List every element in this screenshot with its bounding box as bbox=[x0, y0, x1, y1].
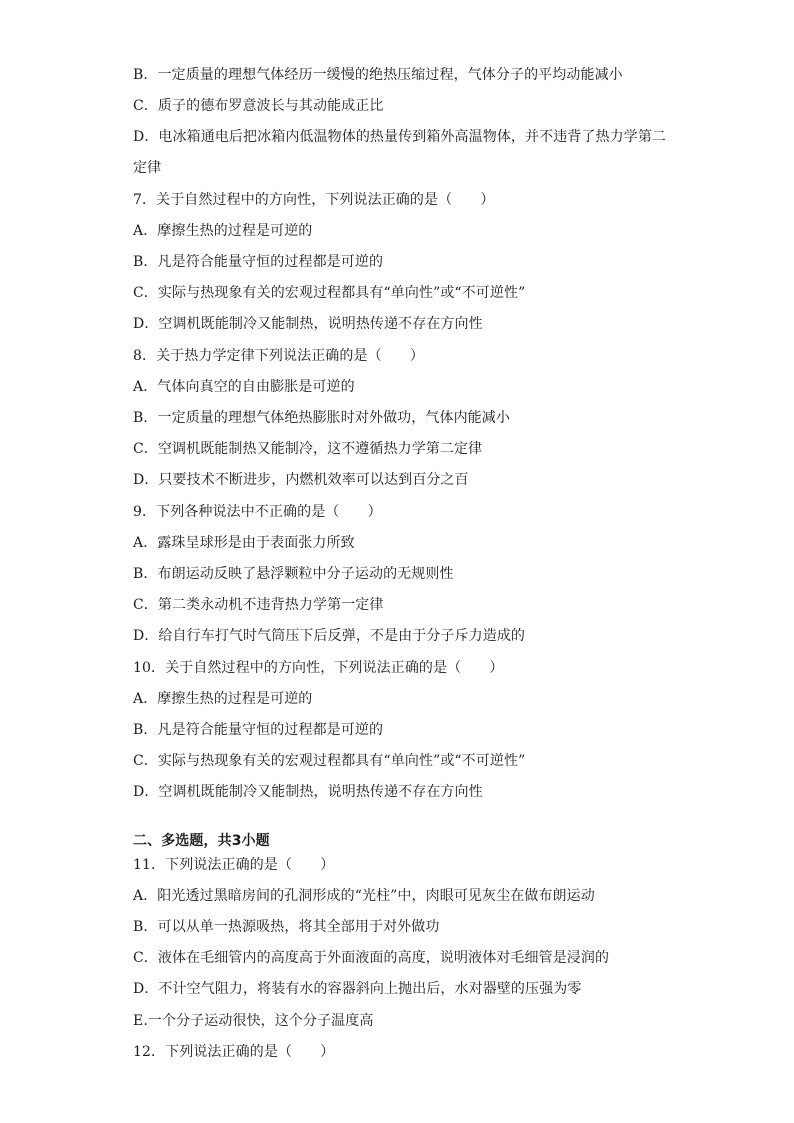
option-11c: C．液体在毛细管内的高度高于外面液面的高度，说明液体对毛细管是浸润的 bbox=[133, 950, 610, 966]
option-7c: C．实际与热现象有关的宏观过程都具有“单向性”或“不可逆性” bbox=[133, 285, 526, 301]
question-11: 11．下列说法正确的是（ ） bbox=[133, 857, 335, 873]
option-8d: D．只要技术不断进步，内燃机效率可以达到百分之百 bbox=[133, 472, 469, 488]
option-11a: A．阳光透过黑暗房间的孔洞形成的“光柱”中，肉眼可见灰尘在做布朗运动 bbox=[133, 888, 595, 904]
section-heading-multiple-choice: 二、多选题，共3小题 bbox=[133, 833, 270, 849]
question-10: 10．关于自然过程中的方向性，下列说法正确的是（ ） bbox=[133, 660, 504, 676]
option-9b: B．布朗运动反映了悬浮颗粒中分子运动的无规则性 bbox=[133, 566, 454, 582]
option-11b: B．可以从单一热源吸热，将其全部用于对外做功 bbox=[133, 919, 440, 935]
option-7a: A．摩擦生热的过程是可逆的 bbox=[133, 223, 313, 239]
option-8c: C．空调机既能制热又能制冷，这不遵循热力学第二定律 bbox=[133, 441, 483, 457]
option-7d: D．空调机既能制冷又能制热，说明热传递不存在方向性 bbox=[133, 316, 483, 332]
option-6c: C．质子的德布罗意波长与其动能成正比 bbox=[133, 98, 384, 114]
option-10a: A．摩擦生热的过程是可逆的 bbox=[133, 691, 313, 707]
option-11e: E.一个分子运动很快，这个分子温度高 bbox=[133, 1013, 374, 1029]
option-10d: D．空调机既能制冷又能制热，说明热传递不存在方向性 bbox=[133, 784, 483, 800]
option-9d: D．给自行车打气时气筒压下后反弹，不是由于分子斥力造成的 bbox=[133, 628, 526, 644]
option-6d-continued: 定律 bbox=[133, 160, 162, 176]
option-6d: D．电冰箱通电后把冰箱内低温物体的热量传到箱外高温物体，并不违背了热力学第二 bbox=[133, 129, 667, 145]
option-11d: D．不计空气阻力，将装有水的容器斜向上抛出后，水对器壁的压强为零 bbox=[133, 981, 582, 997]
option-7b: B．凡是符合能量守恒的过程都是可逆的 bbox=[133, 254, 384, 270]
question-9: 9．下列各种说法中不正确的是（ ） bbox=[133, 504, 382, 520]
option-6b: B．一定质量的理想气体经历一缓慢的绝热压缩过程，气体分子的平均动能减小 bbox=[133, 67, 623, 83]
question-8: 8．关于热力学定律下列说法正确的是（ ） bbox=[133, 348, 425, 364]
option-8b: B．一定质量的理想气体绝热膨胀时对外做功，气体内能减小 bbox=[133, 410, 510, 426]
option-10b: B．凡是符合能量守恒的过程都是可逆的 bbox=[133, 722, 384, 738]
option-9a: A．露珠呈球形是由于表面张力所致 bbox=[133, 535, 355, 551]
question-7: 7．关于自然过程中的方向性，下列说法正确的是（ ） bbox=[133, 192, 495, 208]
question-12: 12．下列说法正确的是（ ） bbox=[133, 1044, 335, 1060]
option-10c: C．实际与热现象有关的宏观过程都具有“单向性”或“不可逆性” bbox=[133, 753, 526, 769]
option-9c: C．第二类永动机不违背热力学第一定律 bbox=[133, 597, 384, 613]
option-8a: A．气体向真空的自由膨胀是可逆的 bbox=[133, 379, 355, 395]
